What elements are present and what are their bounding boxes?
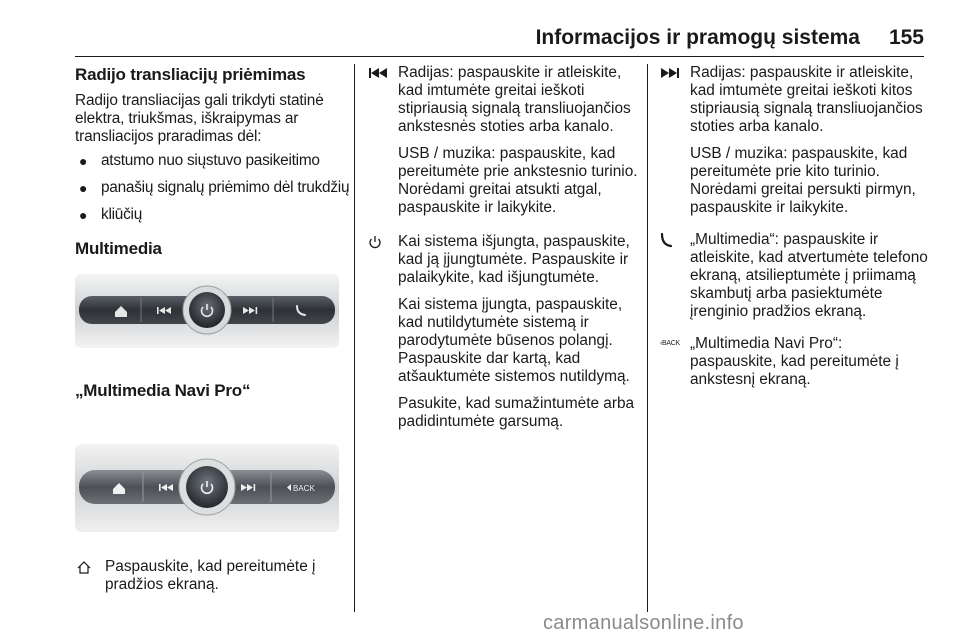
rotate-volume-text: Pasukite, kad sumažintumėte arba padidintumėte garsumą. [398,395,635,430]
home-entry [75,558,350,594]
multimedia-heading: Multimedia [75,239,162,258]
power-on-text: Kai sistema įjungta, paspauskite, kad nutildytumėte sistemą ir parodytumėte būsenos polangį. Paspauskite dar kartą, kad atšauktumėte sistemos nutildymą. [398,296,630,385]
navi-pro-heading: „Multimedia Navi Pro“ [75,381,251,400]
seek-back-icon [368,65,390,81]
column-divider-1 [354,64,355,612]
page-header [0,0,960,58]
previous-entry [368,64,643,217]
phone-text: „Multimedia“: paspauskite ir atleiskite, kad atvertumėte telefono ekraną, atsilieptumėte į priimamą skambutį arba pasiektumėte įrenginio pradžios ekraną. [690,231,928,320]
back-text: „Multimedia Navi Pro“: paspauskite, kad pereitumėte į ankstesnį ekraną. [690,335,899,388]
home-icon [75,559,97,575]
previous-radio-text: Radijas: paspauskite ir atleiskite, kad imtumėte greitai ieškoti stipriausią signalą transliuojančios ankstesnės stoties arba kanalo. [398,64,631,135]
navi-pro-control-panel-image [75,440,339,536]
watermark: carmanualsonline.info [543,612,744,634]
seek-forward-icon [660,65,682,81]
phone-icon [660,232,682,248]
header-rule [75,56,924,57]
reception-causes-list [75,152,350,224]
bullet-icon: ● [79,180,88,196]
column-3 [660,64,930,401]
next-entry [660,64,930,217]
next-radio-text: Radijas: paspauskite ir atleiskite, kad imtumėte greitai ieškoti kitos stipriausią signalą transliuojančios stoties arba kanalo. [690,64,923,135]
next-usb-text: USB / muzika: paspauskite, kad pereitumėte prie kito turinio. Norėdami greitai persukti pirmyn, paspauskite ir laikykite. [690,145,916,216]
column-divider-2 [647,64,648,612]
power-icon [368,234,390,250]
list-item: ● atstumo nuo siųstuvo pasikeitimo [79,152,320,169]
home-description: Paspauskite, kad pereitumėte į pradžios ekraną. [105,558,316,593]
phone-entry [660,231,930,321]
bullet-icon: ● [79,207,88,223]
previous-usb-text: USB / muzika: paspauskite, kad pereitumėte prie ankstesnio turinio. Norėdami greitai atsukti atgal, paspauskite ir laikykite. [398,145,638,216]
section-title: Informacijos ir pramogų sistema [535,26,860,49]
power-entry [368,233,643,431]
list-item: ● panašių signalų priėmimo dėl trukdžių [79,179,350,196]
list-item: ● kliūčių [79,206,143,223]
radio-reception-heading: Radijo transliacijų priėmimas [75,65,306,84]
page-number: 155 [888,26,924,49]
power-off-text: Kai sistema išjungta, paspauskite, kad ją įjungtumėte. Paspauskite ir palaikykite, kad išjungtumėte. [398,233,630,286]
column-1 [75,64,350,606]
bullet-icon: ● [79,153,88,169]
back-label: BACK [293,484,315,493]
back-entry [660,335,930,389]
column-2 [368,64,643,443]
radio-reception-intro: Radijo transliacijas gali trikdyti statinė elektra, triukšmas, iškraipymas ar transliacijos praradimas dėl: [75,92,324,145]
multimedia-control-panel-image [75,270,339,352]
back-icon: ‹BACK [660,340,680,347]
